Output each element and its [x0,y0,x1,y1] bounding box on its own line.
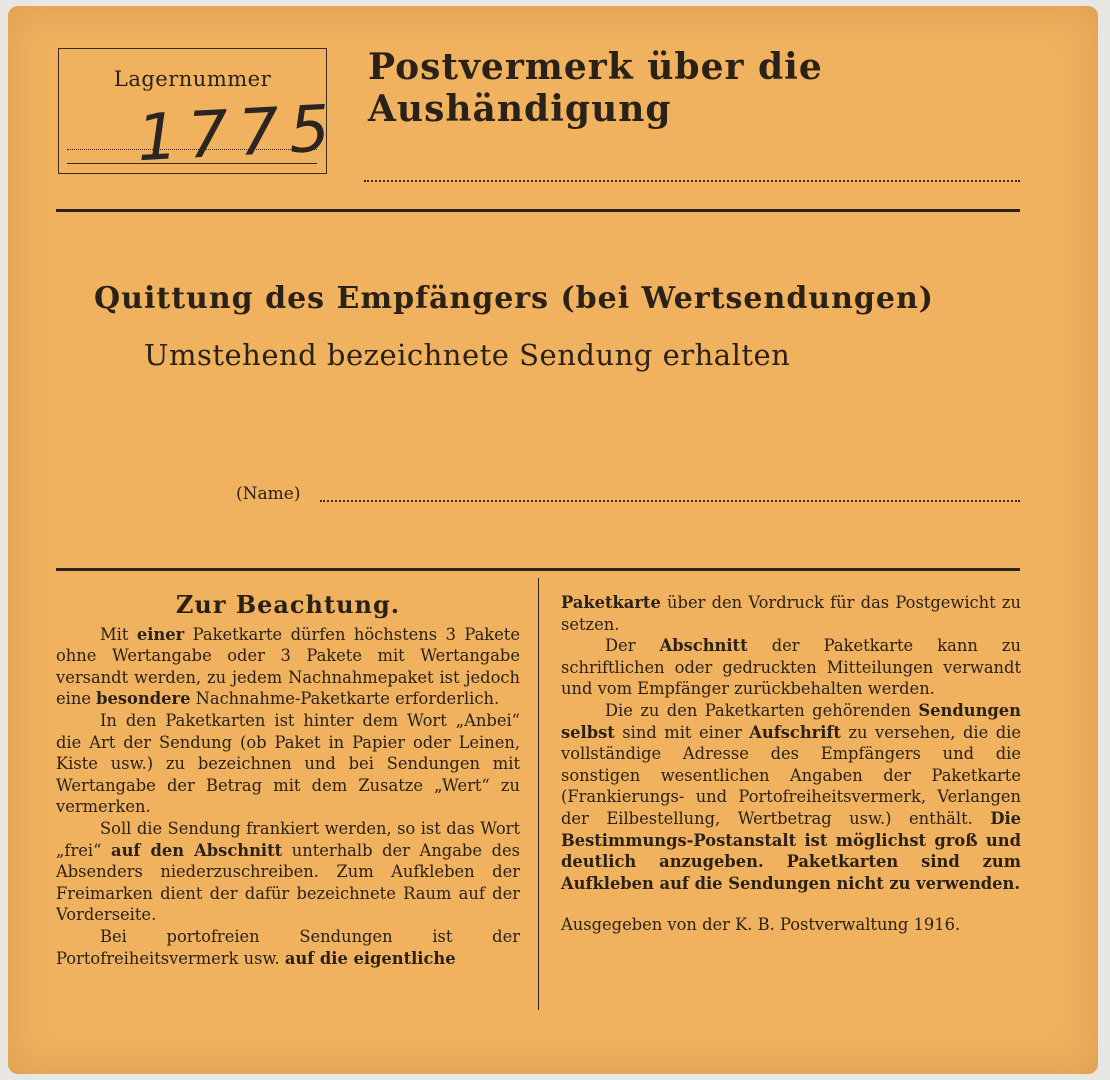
instructions-paragraph-7: Die zu den Paketkarten gehörenden Sendungen selbst sind mit einer Aufschrift zu versehen, die die vollständige Adresse des Empfängers und die sonstigen wesentlichen Angaben der Paketkarte (Frankierungs- und Portofreiheitsvermerk, Verlangen der Eilbestellung, Wertbetrag usw.) enthält. Die Bestimmungs-Postanstalt ist möglichst groß und deutlich anzugeben. Paketkarten sind zum Aufkleben auf die Sendungen nicht zu verwenden. [561,700,1022,893]
issued-by-note: Ausgegeben von der K. B. Postverwaltung 1916. [561,915,961,935]
instructions-right-column [561,592,1021,936]
instructions-title: Zur Beachtung. [175,590,401,619]
instructions-paragraph-1: Mit einer Paketkarte dürfen höchstens 3 Pakete ohne Wertangabe oder 3 Pakete mit Wertangabe versandt werden, zu jedem Nachnahmepaket ist jedoch eine besondere Nachnahme-Paketkarte erforderlich. [56,624,520,709]
column-divider [538,578,539,1010]
parcel-card-back [8,6,1098,1074]
storage-number-box [58,48,342,177]
storage-number-label: Lagernummer [113,67,272,91]
storage-number-dotted-line [67,149,317,150]
instructions-paragraph-3: Soll die Sendung frankiert werden, so ist das Wort „frei“ auf den Abschnitt unterhalb der Angabe des Absenders niederzuschreiben. Zum Aufkleben der Freimarken dient der dafür bezeichnete Raum auf der Vorderseite. [56,818,520,925]
delivery-note-dotted-line [364,180,1020,182]
receipt-title: Quittung des Empfängers (bei Wertsendungen) [94,281,934,316]
instructions-left-column [56,590,520,969]
delivery-note-title: Postvermerk über die Aushändigung [368,46,823,130]
instructions-paragraph-2: In den Paketkarten ist hinter dem Wort „Anbei“ die Art der Sendung (ob Paket in Papier oder Leinen, Kiste usw.) zu bezeichnen und bei Sendungen mit Wertangabe der Betrag mit dem Zusatze „Wert“ zu vermerken. [56,710,520,817]
name-dotted-line [320,500,1020,502]
instructions-paragraph-6: Der Abschnitt der Paketkarte kann zu schriftlichen oder gedruckten Mitteilungen verwandt und vom Empfänger zurückbehalten werden. [561,636,1021,699]
instructions-paragraph-4: Bei portofreien Sendungen ist der Portofreiheitsvermerk usw. auf die eigentliche [56,926,520,968]
receipt-subtitle: Umstehend bezeichnete Sendung erhalten [144,338,791,372]
divider-rule-middle [56,568,1020,571]
storage-number-line [67,163,317,164]
storage-number-handwritten: 1775 [135,91,342,177]
divider-rule-top [56,209,1020,212]
name-label: (Name) [236,484,301,504]
instructions-paragraph-5: Paketkarte über den Vordruck für das Postgewicht zu setzen. [561,593,1021,634]
